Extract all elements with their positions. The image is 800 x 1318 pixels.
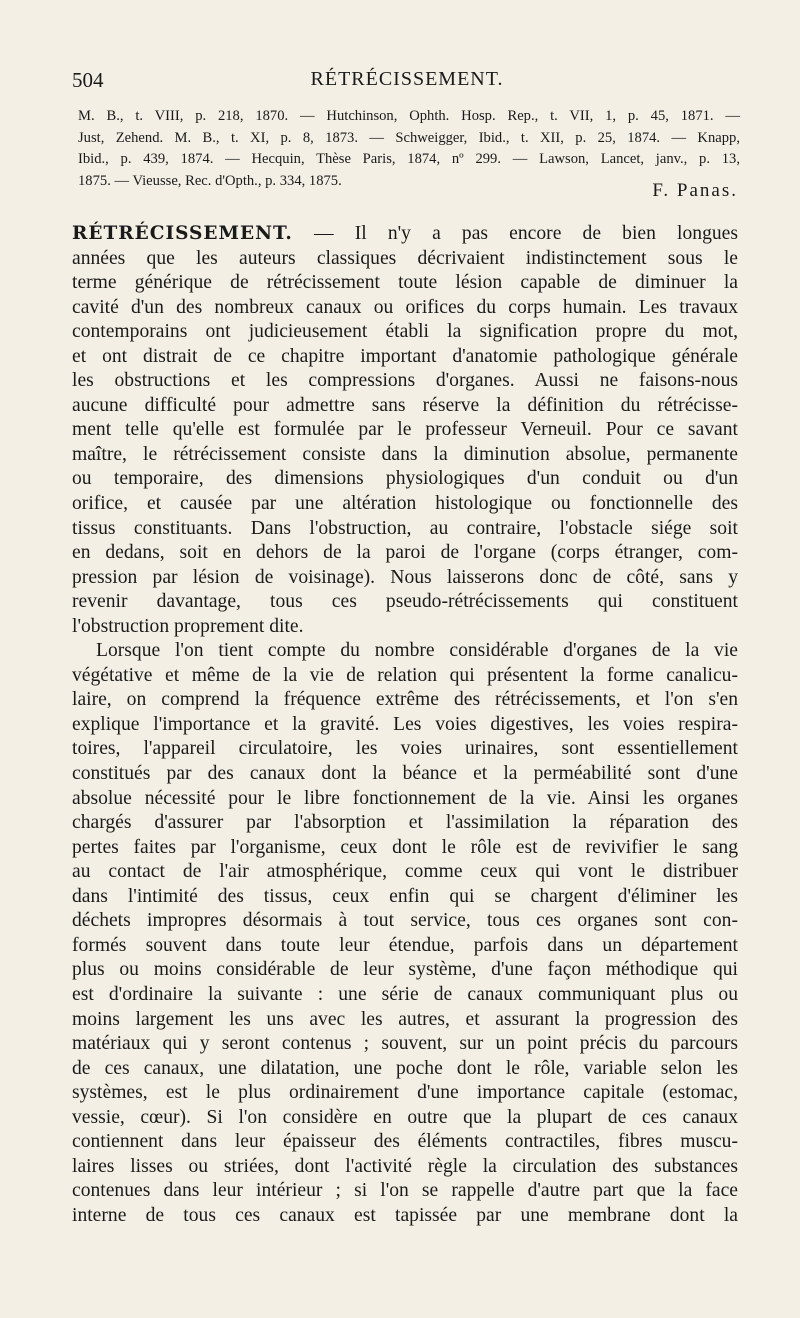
text-line: toires, l'appareil circulatoire, les voies urinaires, sont essentiellement <box>72 738 738 760</box>
running-title: RÉTRÉCISSEMENT. <box>310 68 504 90</box>
text-line: dans l'intimité des tissus, ceux enfin qui se chargent d'éliminer les <box>72 885 738 907</box>
page-header <box>72 68 742 102</box>
text-line: formés souvent dans toute leur étendue, parfois dans un département <box>72 934 738 956</box>
text-line: maître, le rétrécissement consiste dans la diminution absolue, permanente <box>72 443 738 465</box>
text-line: est d'ordinaire la suivante : une série de canaux communiquant plus ou <box>72 983 738 1005</box>
text-line: moins largement les uns avec les autres, et assurant la progression des <box>72 1008 738 1030</box>
text-line: matériaux qui y seront contenus ; souvent, sur un point précis du parcours <box>72 1033 738 1055</box>
text-line: systèmes, est le plus ordinairement d'une importance capitale (estomac, <box>72 1082 738 1104</box>
text-line: absolue nécessité pour le libre fonctionnement de la vie. Ainsi les organes <box>72 787 738 809</box>
text-line: et ont distrait de ce chapitre important d'anatomie pathologique générale <box>72 345 738 367</box>
text-line: RÉTRÉCISSEMENT. — Il n'y a pas encore de bien longues <box>72 223 738 244</box>
text-line: vessie, cœur). Si l'on considère en outre que la plupart de ces canaux <box>72 1106 738 1128</box>
bibliography <box>78 106 740 192</box>
text-line: laires lisses ou striées, dont l'activité règle la circulation des substances <box>72 1155 738 1177</box>
text-line: végétative et même de la vie de relation qui présentent la forme canalicu- <box>72 664 738 686</box>
text-line: revenir davantage, tous ces pseudo-rétrécissements qui constituent <box>72 591 738 613</box>
text-line: explique l'importance et la gravité. Les voies digestives, les voies respira- <box>72 713 738 735</box>
bibliography-line: 1875. — Vieusse, Rec. d'Opth., p. 334, 1875. <box>78 172 342 189</box>
text-line: aucune difficulté pour admettre sans réserve la définition du rétrécisse- <box>72 394 738 416</box>
page-number: 504 <box>72 68 104 92</box>
text-line: les obstructions et les compressions d'organes. Aussi ne faisons-nous <box>72 370 738 392</box>
bibliography-line: Ibid., p. 439, 1874. — Hecquin, Thèse Paris, 1874, nº 299. — Lawson, Lancet, janv., p. 13, <box>78 151 740 167</box>
bibliography-line: Just, Zehend. M. B., t. XI, p. 8, 1873. — Schweigger, Ibid., t. XII, p. 25, 1874. — Knapp, <box>78 129 740 146</box>
text-line: années que les auteurs classiques décrivaient indistinctement sous le <box>72 247 738 269</box>
text-line: laire, on comprend la fréquence extrême des rétrécissements, et l'on s'en <box>72 689 738 711</box>
text-line: contemporains ont judicieusement établi la signification propre du mot, <box>72 321 738 343</box>
text-line: terme générique de rétrécissement toute lésion capable de diminuer la <box>72 272 738 294</box>
text-line: déchets impropres désormais à tout service, tous ces organes sont con- <box>72 910 738 932</box>
text-line: contenues dans leur intérieur ; si l'on se rappelle d'autre part que la face <box>72 1180 738 1202</box>
text-line: cavité d'un des nombreux canaux ou orifices du corps humain. Les travaux <box>72 296 738 318</box>
text-line: chargés d'assurer par l'absorption et l'assimilation la réparation des <box>72 812 738 834</box>
text-line: de ces canaux, une dilatation, une poche dont le rôle, variable selon les <box>72 1057 738 1079</box>
text-line: constitués par des canaux dont la béance et la perméabilité sont d'une <box>72 763 738 785</box>
text-line: pertes faites par l'organisme, ceux dont le rôle est de revivifier le sang <box>72 836 738 858</box>
text-line: au contact de l'air atmosphérique, comme ceux qui vont le distribuer <box>72 861 738 883</box>
text-line: l'obstruction proprement dite. <box>72 615 304 637</box>
author-signature: F. Panas. <box>652 180 738 201</box>
text-line: ment telle qu'elle est formulée par le professeur Verneuil. Pour ce savant <box>72 419 738 441</box>
bibliography-line: M. B., t. VIII, p. 218, 1870. — Hutchinson, Ophth. Hosp. Rep., t. VII, 1, p. 45, 1871. — <box>78 108 740 124</box>
text-line: interne de tous ces canaux est tapissée par une membrane dont la <box>72 1204 738 1226</box>
text-line: orifice, et causée par une altération histologique ou fonctionnelle des <box>72 493 738 515</box>
text-line: pression par lésion de voisinage). Nous laisserons donc de côté, sans y <box>72 566 738 588</box>
text-line: Lorsque l'on tient compte du nombre considérable d'organes de la vie <box>96 640 738 662</box>
text-line: contiennent dans leur épaisseur des éléments contractiles, fibres muscu- <box>72 1131 738 1153</box>
headword: RÉTRÉCISSEMENT. <box>72 223 293 244</box>
text-line: tissus constituants. Dans l'obstruction, au contraire, l'obstacle siége soit <box>72 517 738 539</box>
text-line: plus ou moins considérable de leur système, d'une façon méthodique qui <box>72 959 738 981</box>
text-line: ou temporaire, des dimensions physiologiques d'un conduit ou d'un <box>72 468 738 490</box>
article-body <box>72 222 738 1228</box>
text-line: en dedans, soit en dehors de la paroi de l'organe (corps étranger, com- <box>72 542 738 564</box>
